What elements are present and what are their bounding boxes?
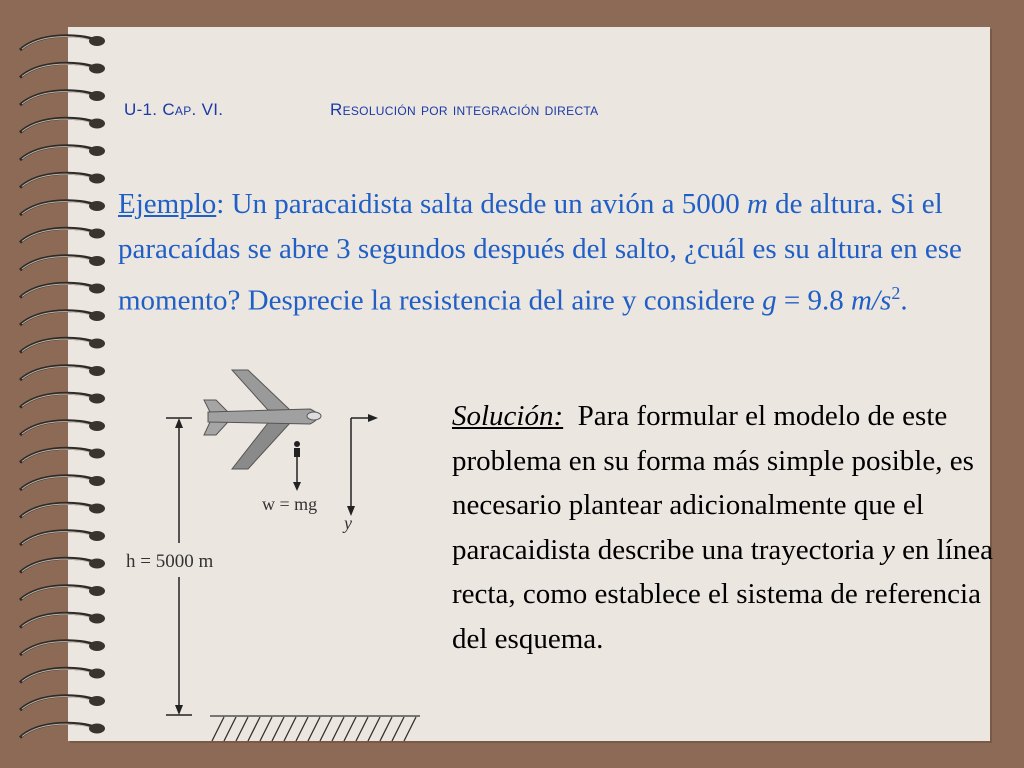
solution-text-2: en línea recta, como establece el sistema de referencia del esquema. xyxy=(452,533,994,655)
problem-text-1: : Un paracaidista salta desde un avión a 5000 xyxy=(216,188,747,220)
binder-hole xyxy=(89,174,105,184)
problem-end: . xyxy=(900,284,908,317)
problem-text-2: de altura. Si el paracaídas se abre 3 segundos después del salto, ¿cuál es su altura en ese momento? Desprecie la resistencia del aire y considere xyxy=(118,188,962,317)
binder-hole xyxy=(89,36,105,46)
binder-hole xyxy=(89,91,105,101)
binder-hole xyxy=(89,724,105,734)
height-label: h = 5000 m xyxy=(126,551,214,572)
binder-hole xyxy=(89,394,105,404)
binder-hole xyxy=(89,64,105,74)
binder-hole xyxy=(89,614,105,624)
arrow-down-icon xyxy=(175,705,183,715)
parachutist-icon xyxy=(293,441,301,491)
trajectory-symbol: y xyxy=(881,533,895,566)
gravity-symbol: g xyxy=(762,284,777,317)
binder-hole xyxy=(89,229,105,239)
binder-hole xyxy=(89,256,105,266)
unit-m: m xyxy=(746,188,768,220)
example-statement xyxy=(118,182,968,323)
binder-hole xyxy=(89,641,105,651)
binder-hole xyxy=(89,696,105,706)
binder-hole xyxy=(89,504,105,514)
weight-label: w = mg xyxy=(262,494,318,514)
binder-hole xyxy=(89,339,105,349)
solution-label: Solución: xyxy=(452,400,564,432)
arrow-up-icon xyxy=(175,418,183,428)
unit-exponent: 2 xyxy=(891,283,901,303)
ground-hatching xyxy=(210,716,420,741)
example-label: Ejemplo xyxy=(118,188,217,220)
solution-text-1: Para formular el modelo de este problema en su forma más simple posible, es necesario plantear adicionalmente que el paracaidista describe una trayectoria xyxy=(452,400,982,566)
y-axis-label: y xyxy=(344,513,352,533)
parachute-diagram xyxy=(120,365,440,745)
unit-ms: m/s xyxy=(851,284,892,317)
airplane-icon xyxy=(204,370,321,469)
binder-hole xyxy=(89,311,105,321)
section-title: Resolución por integración directa xyxy=(330,100,599,119)
binder-hole xyxy=(89,559,105,569)
binder-hole xyxy=(89,366,105,376)
binder-hole xyxy=(89,201,105,211)
binder-hole xyxy=(89,284,105,294)
solution-text xyxy=(452,394,1012,661)
binder-hole xyxy=(89,449,105,459)
gravity-equals: = 9.8 xyxy=(776,284,852,317)
binder-hole xyxy=(89,421,105,431)
binder-hole xyxy=(89,146,105,156)
binder-hole xyxy=(89,531,105,541)
binder-hole xyxy=(89,669,105,679)
arrow-right-icon xyxy=(368,414,378,422)
binder-hole xyxy=(89,119,105,129)
binder-hole xyxy=(89,476,105,486)
unit-label: U-1. Cap. VI. xyxy=(124,100,224,119)
spiral-binding xyxy=(0,0,120,768)
binder-hole xyxy=(89,586,105,596)
